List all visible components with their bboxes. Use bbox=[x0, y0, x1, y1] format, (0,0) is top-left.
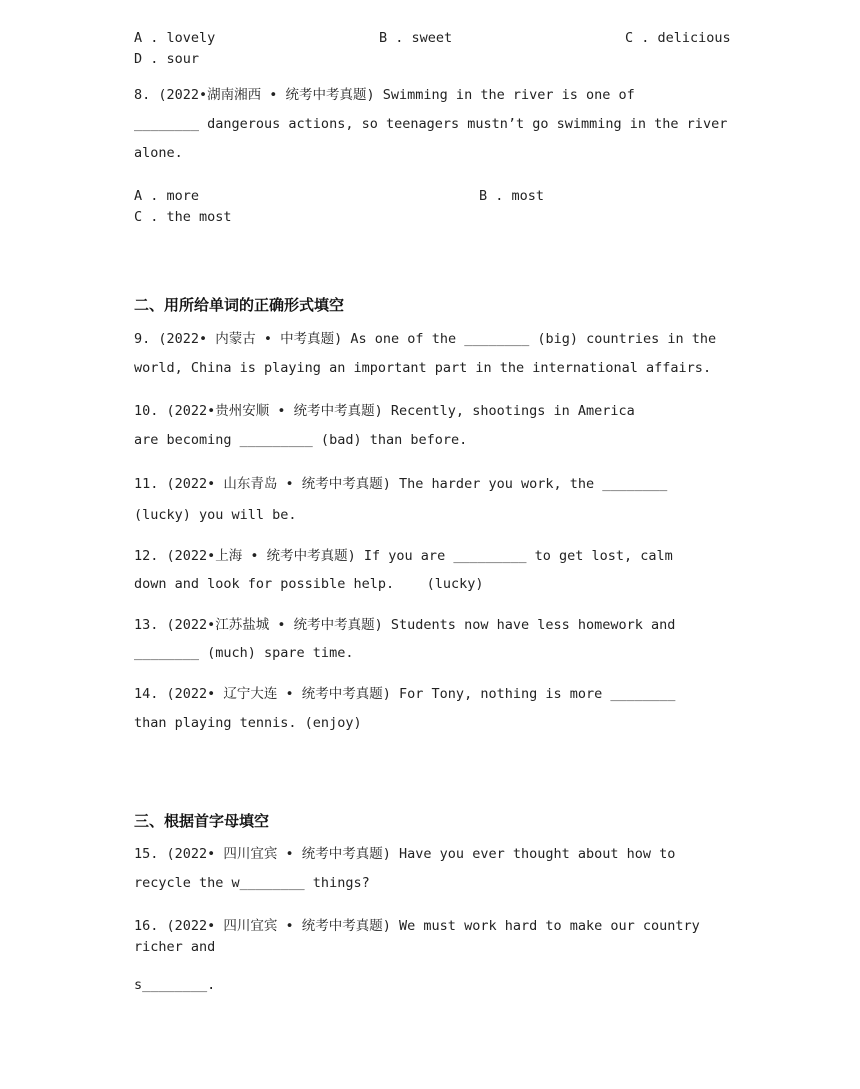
q11-line-1: 11. (2022• 山东青岛 • 统考中考真题) The harder you work, the ________ bbox=[134, 476, 668, 492]
section-3-heading: 三、根据首字母填空 bbox=[134, 812, 270, 830]
q15-line-2: recycle the w________ things? bbox=[134, 875, 370, 891]
q16-line-2: richer and bbox=[134, 939, 216, 955]
q8-line-3: alone. bbox=[134, 145, 183, 161]
q8-option-a: A . more bbox=[134, 188, 200, 204]
q13-line-1: 13. (2022•江苏盐城 • 统考中考真题) Students now have less homework and bbox=[134, 617, 676, 633]
q16-line-3: s________. bbox=[134, 977, 216, 993]
section-2-heading: 二、用所给单词的正确形式填空 bbox=[134, 296, 345, 314]
q10-line-2: are becoming _________ (bad) than before. bbox=[134, 432, 468, 448]
q7-option-b: B . sweet bbox=[379, 30, 453, 46]
q10-line-1: 10. (2022•贵州安顺 • 统考中考真题) Recently, shootings in America bbox=[134, 403, 635, 419]
q12-line-2: down and look for possible help. (lucky) bbox=[134, 576, 484, 592]
q8-line-1: 8. (2022•湖南湘西 • 统考中考真题) Swimming in the river is one of bbox=[134, 87, 635, 103]
q8-option-b: B . most bbox=[479, 188, 545, 204]
q14-line-1: 14. (2022• 辽宁大连 • 统考中考真题) For Tony, nothing is more ________ bbox=[134, 686, 676, 702]
q8-line-2: ________ dangerous actions, so teenagers mustn’t go swimming in the river bbox=[134, 116, 728, 132]
q9-line-1: 9. (2022• 内蒙古 • 中考真题) As one of the ________ (big) countries in the bbox=[134, 331, 717, 347]
q8-option-c: C . the most bbox=[134, 209, 232, 225]
q13-line-2: ________ (much) spare time. bbox=[134, 645, 354, 661]
q15-line-1: 15. (2022• 四川宜宾 • 统考中考真题) Have you ever thought about how to bbox=[134, 846, 676, 862]
q16-line-1: 16. (2022• 四川宜宾 • 统考中考真题) We must work hard to make our country bbox=[134, 918, 700, 934]
q7-option-a: A . lovely bbox=[134, 30, 216, 46]
q7-option-c: C . delicious bbox=[625, 30, 731, 46]
q12-line-1: 12. (2022•上海 • 统考中考真题) If you are _________ to get lost, calm bbox=[134, 548, 673, 564]
q14-line-2: than playing tennis. (enjoy) bbox=[134, 715, 362, 731]
q9-line-2: world, China is playing an important part in the international affairs. bbox=[134, 360, 712, 376]
q7-option-d: D . sour bbox=[134, 51, 200, 67]
q11-line-2: (lucky) you will be. bbox=[134, 507, 297, 523]
